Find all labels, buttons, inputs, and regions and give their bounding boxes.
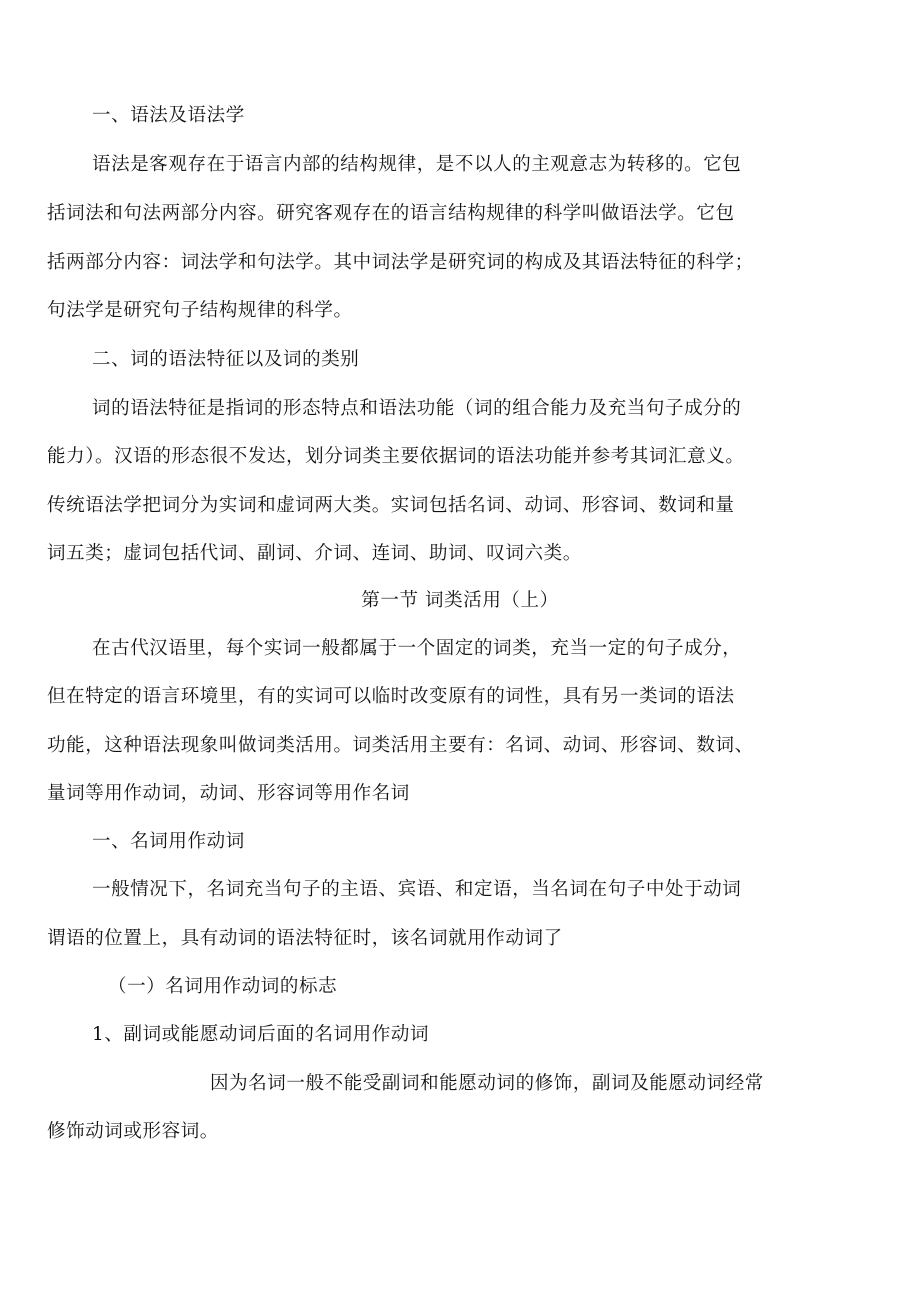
paragraph-line: 句法学是研究句子结构规律的科学。 [47, 300, 353, 321]
paragraph-line: 词五类；虚词包括代词、副词、介词、连词、助词、叹词六类。 [47, 543, 582, 564]
subsection-heading: （一）名词用作动词的标志 [108, 976, 338, 997]
paragraph-line: 一般情况下，名词充当句子的主语、宾语、和定语，当名词在句子中处于动词 [92, 879, 742, 900]
paragraph-line: 量词等用作动词，动词、形容词等用作名词 [47, 783, 410, 804]
paragraph-line: 括两部分内容：词法学和句法学。其中词法学是研究词的构成及其语法特征的科学； [47, 252, 754, 273]
paragraph-line: 传统语法学把词分为实词和虚词两大类。实词包括名词、动词、形容词、数词和量 [47, 495, 735, 516]
paragraph-line: 在古代汉语里，每个实词一般都属于一个固定的词类，充当一定的句子成分， [92, 638, 742, 659]
paragraph-line: 但在特定的语言环境里，有的实词可以临时改变原有的词性，具有另一类词的语法 [47, 686, 735, 707]
paragraph-line: 词的语法特征是指词的形态特点和语法功能（词的组合能力及充当句子成分的 [92, 398, 742, 419]
paragraph-line: 括词法和句法两部分内容。研究客观存在的语言结构规律的科学叫做语法学。它包 [47, 203, 735, 224]
paragraph-line: 修饰动词或形容词。 [47, 1121, 219, 1142]
paragraph-line: 功能，这种语法现象叫做词类活用。词类活用主要有：名词、动词、形容词、数词、 [47, 735, 754, 756]
paragraph-line: 能力）。汉语的形态很不发达，划分词类主要依据词的语法功能并参考其词汇意义。 [47, 446, 745, 467]
section-heading-word-features: 二、词的语法特征以及词的类别 [92, 349, 360, 370]
chapter-title: 第一节 词类活用（上） [361, 590, 559, 611]
section-heading-grammar: 一、语法及语法学 [92, 105, 245, 126]
paragraph-line: 因为名词一般不能受副词和能愿动词的修饰，副词及能愿动词经常 [210, 1073, 764, 1094]
section-heading-noun-as-verb: 一、名词用作动词 [92, 831, 245, 852]
paragraph-line: 语法是客观存在于语言内部的结构规律，是不以人的主观意志为转移的。它包 [92, 154, 742, 175]
paragraph-line: 谓语的位置上，具有动词的语法特征时，该名词就用作动词了 [47, 928, 563, 949]
list-item-heading: 1、副词或能愿动词后面的名词用作动词 [92, 1024, 430, 1045]
